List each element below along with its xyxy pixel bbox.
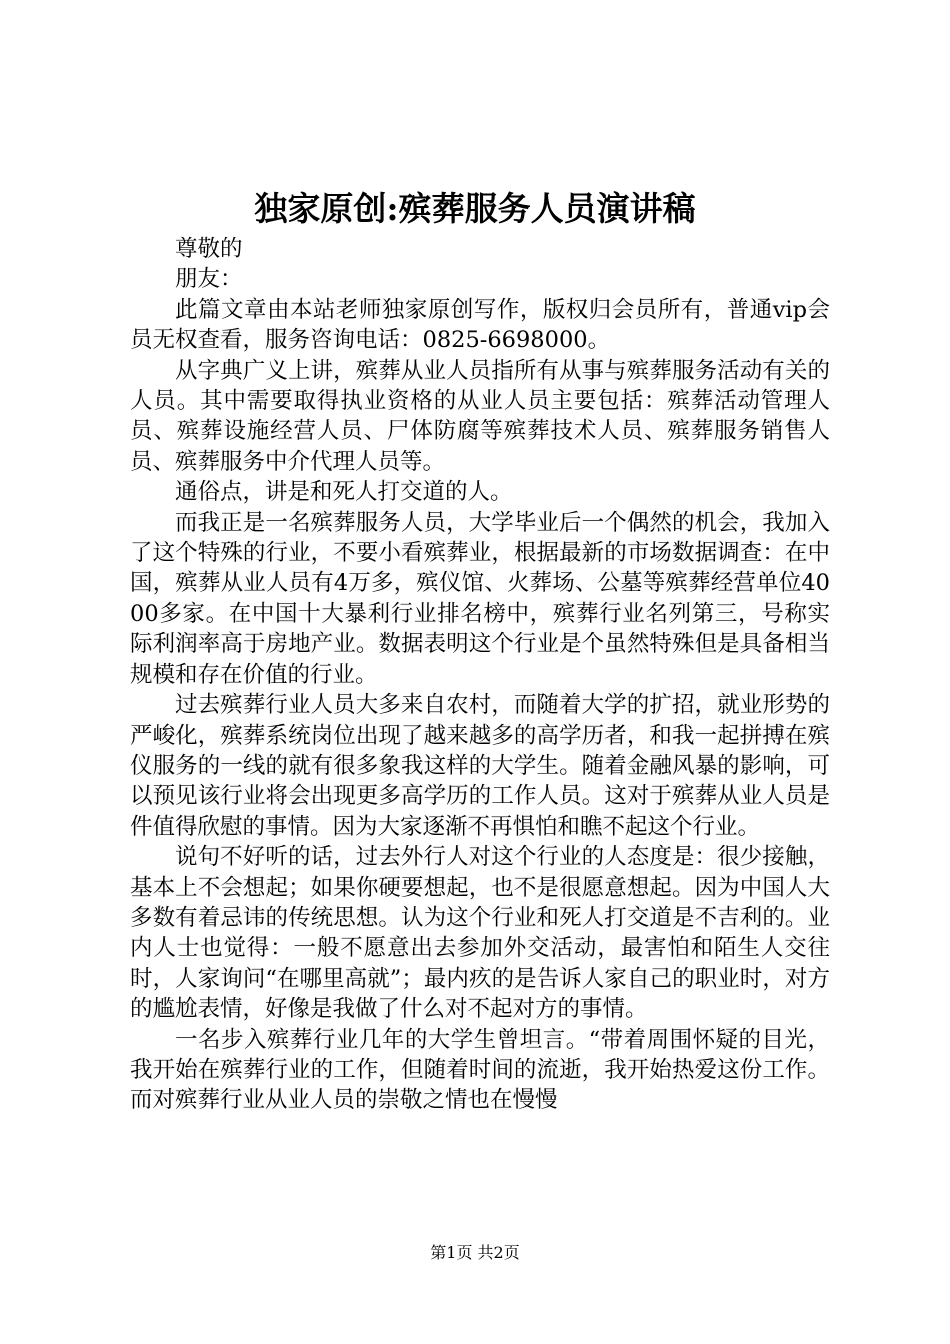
document-body xyxy=(130,234,830,1116)
salutation-line-2: 朋友： xyxy=(175,266,243,293)
document-title: 独家原创:殡葬服务人员演讲稿 xyxy=(254,189,696,228)
paragraph-copyright-notice: 此篇文章由本站老师独家原创写作，版权归会员所有，普通vip会员无权查看，服务咨询电话：0825-6698000。 xyxy=(130,296,830,354)
page-number-footer: 第1页 共2页 xyxy=(430,1243,520,1262)
paragraph-testimony: 一名步入殡葬行业几年的大学生曾坦言。“带着周围怀疑的目光，我开始在殡葬行业的工作，但随着时间的流逝，我开始热爱这份工作。而对殡葬行业从业人员的崇敬之情也在慢慢 xyxy=(130,1026,830,1114)
salutation-line-1: 尊敬的 xyxy=(175,236,243,262)
paragraph-definition: 从字典广义上讲，殡葬从业人员指所有从事与殡葬服务活动有关的人员。其中需要取得执业资格的从业人员主要包括：殡葬活动管理人员、殡葬设施经营人员、尸体防腐等殡葬技术人员、殡葬服务销售人员、殡葬服务中介代理人员等。 xyxy=(130,357,830,475)
paragraph-industry-stats: 而我正是一名殡葬服务人员，大学毕业后一个偶然的机会，我加入了这个特殊的行业，不要小看殡葬业，根据最新的市场数据调查：在中国，殡葬从业人员有4万多，殡仪馆、火葬场、公墓等殡葬经营单位4000多家。在中国十大暴利行业排名榜中，殡葬行业名列第三，号称实际利润率高于房地产业。数据表明这个行业是个虽然特殊但是具备相当规模和存在价值的行业。 xyxy=(130,509,830,688)
paragraph-education-trend: 过去殡葬行业人员大多来自农村，而随着大学的扩招，就业形势的严峻化，殡葬系统岗位出现了越来越多的高学历者，和我一起拼搏在殡仪服务的一线的就有很多象我这样的大学生。随着金融风暴的影响，可以预见该行业将会出现更多高学历的工作人员。这对于殡葬从业人员是件值得欣慰的事情。因为大家逐渐不再惧怕和瞧不起这个行业。 xyxy=(130,692,830,840)
paragraph-plain-explanation: 通俗点，讲是和死人打交道的人。 xyxy=(175,479,513,506)
paragraph-public-attitude: 说句不好听的话，过去外行人对这个行业的人态度是：很少接触，基本上不会想起；如果你硬要想起，也不是很愿意想起。因为中国人大多数有着忌讳的传统思想。认为这个行业和死人打交道是不吉利的。业内人士也觉得：一般不愿意出去参加外交活动，最害怕和陌生人交往时，人家询问“在哪里高就”；最内疚的是告诉人家自己的职业时，对方的尴尬表情，好像是我做了什么对不起对方的事情。 xyxy=(130,844,830,1023)
